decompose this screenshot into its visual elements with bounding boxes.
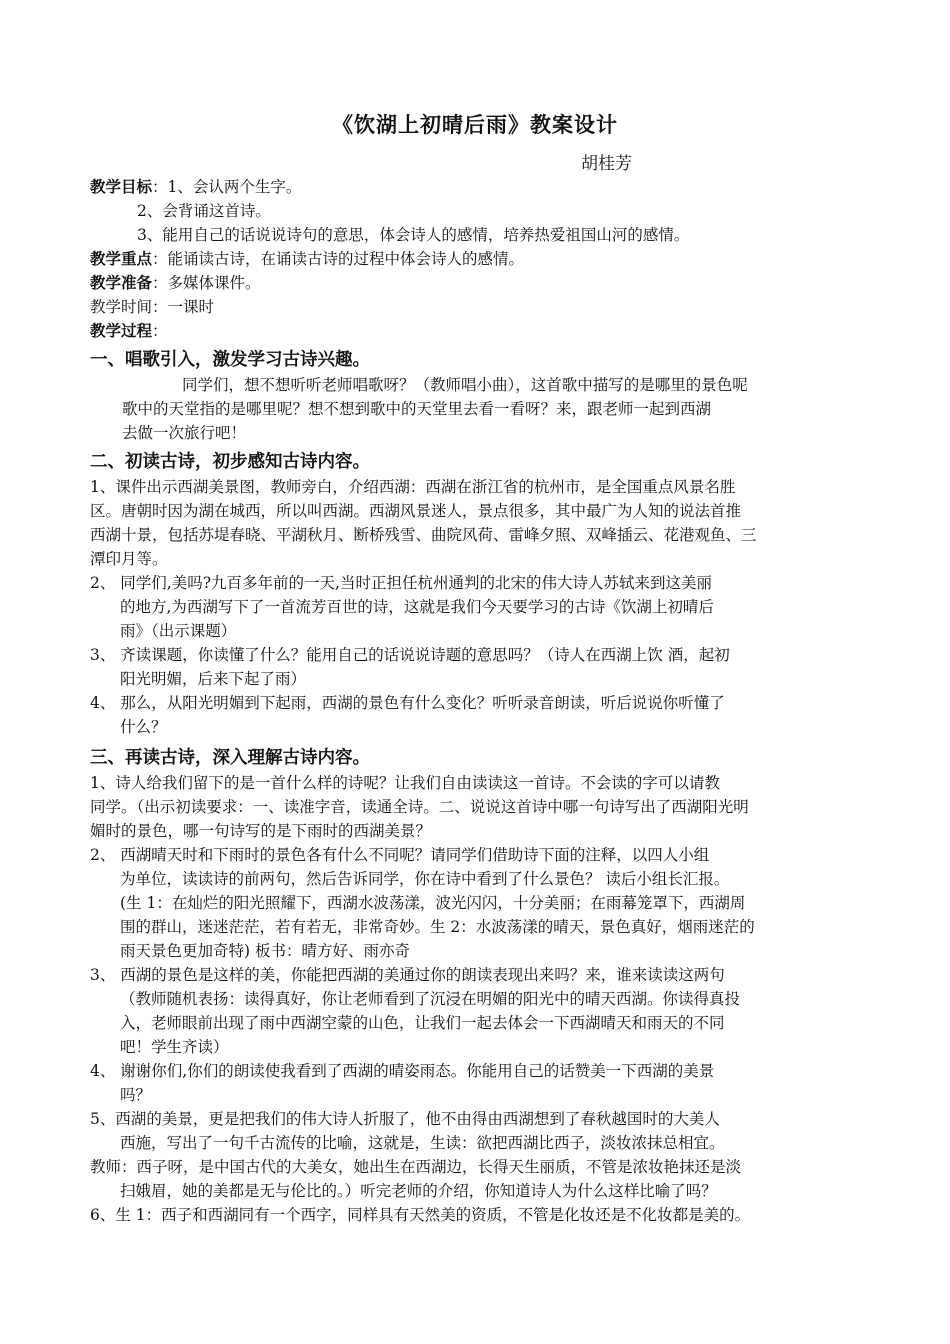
author-name: 胡桂芳 [581,154,632,174]
paragraph-line: 同学。（出示初读要求：一、读准字音，读通全诗。二、说说这首诗中哪一句诗写出了西湖阳光明 [90,798,749,816]
paragraph-line: 4、 那么，从阳光明媚到下起雨，西湖的景色有什么变化？听听录音朗读，听后说说你听懂了 [90,694,725,712]
objectives-label: 教学目标 [90,178,153,196]
document-title: 《饮湖上初晴后雨》教案设计 [332,113,618,137]
paragraph-line: 3、 西湖的景色是这样的美，你能把西湖的美通过你的朗读表现出来吗？来，谁来读读这两句 [90,966,725,984]
key-points-line: 教学重点：能诵读古诗，在诵读古诗的过程中体会诗人的感情。 [90,250,525,268]
paragraph-line: 教师：西子呀，是中国古代的大美女，她出生在西湖边，长得天生丽质，不管是浓妆艳抹还是淡 [90,1158,742,1176]
paragraph-line: 3、 齐读课题，你读懂了什么？能用自己的话说说诗题的意思吗？（诗人在西湖上饮 酒，起初 [90,646,730,664]
key-points-label: 教学重点 [90,250,153,268]
preparation-text: 多媒体课件。 [167,274,261,292]
paragraph-line: 围的群山，迷迷茫茫，若有若无，非常奇妙。生 2：水波荡漾的晴天，景色真好，烟雨迷茫的 [120,918,755,936]
paragraph-line: 2、 同学们,美吗?九百多年前的一天,当时正担任杭州通判的北宋的伟大诗人苏轼来到这美丽 [90,574,712,592]
preparation-line: 教学准备：多媒体课件。 [90,274,261,292]
paragraph-line: 潭印月等。 [90,550,168,568]
paragraph-line: 6、生 1：西子和西湖同有一个西字，同样具有天然美的资质，不管是化妆还是不化妆都是美的。 [90,1206,751,1224]
paragraph-line: 西施，写出了一句千古流传的比喻，这就是，生读：欲把西湖比西子，淡妆浓抹总相宜。 [120,1134,725,1152]
process-line: 教学过程： [90,322,168,340]
paragraph-line: 吗？ [120,1086,152,1104]
paragraph-line: 的地方,为西湖写下了一首流芳百世的诗，这就是我们今天要学习的古诗《饮湖上初晴后 [120,598,714,616]
lesson-info [90,175,862,343]
paragraph-line: 媚时的景色，哪一句诗写的是下雨时的西湖美景？ [90,822,432,840]
section-1 [90,347,862,445]
paragraph-line: 2、 西湖晴天时和下雨时的景色各有什么不同呢？请同学们借助诗下面的注释，以四人小组 [90,846,710,864]
paragraph-line: 1、课件出示西湖美景图，教师旁白，介绍西湖：西湖在浙江省的杭州市，是全国重点风景名胜 [90,478,736,496]
time-label: 教学时间 [90,298,153,316]
time-line: 教学时间：一课时 [90,298,215,316]
paragraph-line: 吧！学生齐读） [120,1038,229,1056]
section-2 [90,449,862,739]
preparation-label: 教学准备 [90,274,153,292]
section-heading: 二、初读古诗，初步感知古诗内容。 [90,452,370,472]
paragraph-line: （教师随机表扬：读得真好，你让老师看到了沉浸在明媚的阳光中的晴天西湖。你读得真投 [120,990,741,1008]
section-heading: 三、再读古诗，深入理解古诗内容。 [90,748,370,768]
paragraph-line: 入，老师眼前出现了雨中西湖空蒙的山色，让我们一起去体会一下西湖晴天和雨天的不同 [120,1014,725,1032]
process-label: 教学过程 [90,322,153,340]
paragraph-line: 雨》（出示课题） [120,622,237,640]
paragraph-line: 5、西湖的美景，更是把我们的伟大诗人折服了，他不由得由西湖想到了春秋越国时的大美人 [90,1110,720,1128]
objective-item: 3、能用自己的话说说诗句的意思，体会诗人的感情，培养热爱祖国山河的感情。 [137,226,690,244]
paragraph-line: 扫娥眉，她的美都是无与伦比的。）听完老师的介绍，你知道诗人为什么这样比喻了吗？ [120,1182,717,1200]
paragraph-line: 西湖十景，包括苏堤春晓、平湖秋月、断桥残雪、曲院风荷、雷峰夕照、双峰插云、花港观鱼、三 [90,526,757,544]
paragraph-line: 同学们，想不想听听老师唱歌呀？（教师唱小曲），这首歌中描写的是哪里的景色呢 [182,376,748,394]
section-heading: 一、唱歌引入，激发学习古诗兴趣。 [90,350,370,370]
objective-item: 2、会背诵这首诗。 [137,202,271,220]
paragraph-line: 1、诗人给我们留下的是一首什么样的诗呢？让我们自由读读这一首诗。不会读的字可以请教 [90,774,720,792]
paragraph-line: 去做一次旅行吧！ [122,424,247,442]
paragraph-line: 为单位，读读诗的前两句，然后告诉同学，你在诗中看到了什么景色？ 读后小组长汇报。 [120,870,730,888]
paragraph-line: 区。唐朝时因为湖在城西，所以叫西湖。西湖风景迷人，景点很多，其中最广为人知的说法首推 [90,502,742,520]
section-3 [90,745,862,1227]
paragraph-line: 4、 谢谢你们,你们的朗读使我看到了西湖的晴姿雨态。你能用自己的话赞美一下西湖的美景 [90,1062,715,1080]
paragraph-line: 什么？ [120,718,167,736]
paragraph-line: 歌中的天堂指的是哪里呢？想不想到歌中的天堂里去看一看呀？来，跟老师一起到西湖 [122,400,712,418]
objectives-line: 教学目标：1、会认两个生字。 [90,178,302,196]
paragraph-line: 雨天景色更加奇特) 板书：晴方好、雨亦奇 [120,942,410,960]
objective-item: 1、会认两个生字。 [167,178,302,196]
paragraph-line: (生 1：在灿烂的阳光照耀下，西湖水波荡漾，波光闪闪，十分美丽；在雨幕笼罩下，西湖周 [120,894,746,912]
time-text: 一课时 [167,298,215,316]
key-points-text: 能诵读古诗，在诵读古诗的过程中体会诗人的感情。 [167,250,525,268]
paragraph-line: 阳光明媚，后来下起了雨） [120,670,307,688]
